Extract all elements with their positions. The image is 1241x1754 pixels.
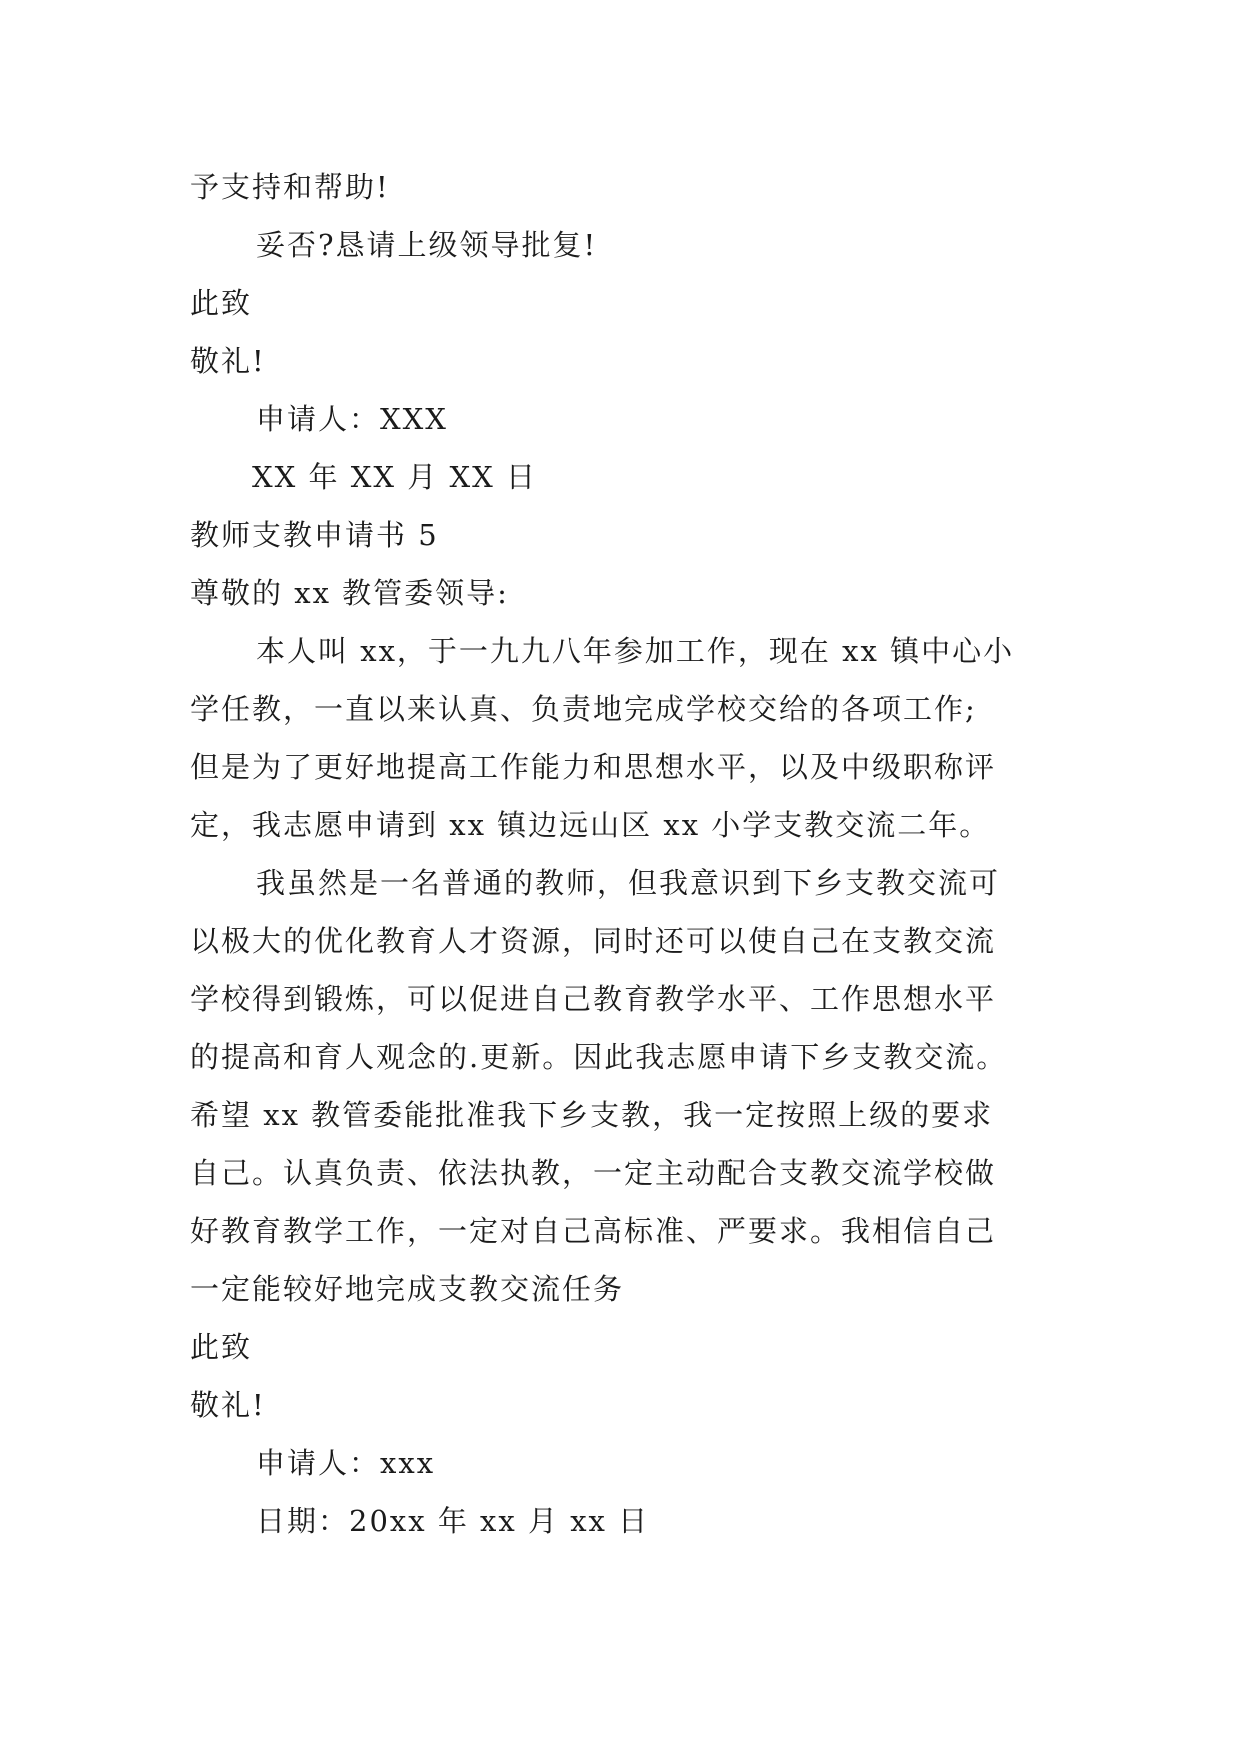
paragraph-line: 一定能较好地完成支教交流任务 bbox=[190, 1272, 625, 1306]
date-line: XX 年 XX 月 XX 日 bbox=[252, 460, 537, 494]
text-line: 妥否?恳请上级领导批复! bbox=[256, 228, 598, 262]
paragraph-line: 以极大的优化教育人才资源，同时还可以使自己在支教交流 bbox=[190, 924, 997, 958]
paragraph-line: 学校得到锻炼，可以促进自己教育教学水平、工作思想水平 bbox=[190, 982, 997, 1016]
applicant-signature: 申请人：xxx bbox=[256, 1446, 436, 1480]
greeting: 尊敬的 xx 教管委领导: bbox=[190, 576, 509, 610]
applicant-signature: 申请人：XXX bbox=[256, 402, 448, 436]
page-text bbox=[190, 158, 1070, 1550]
paragraph-line: 自己。认真负责、依法执教，一定主动配合支教交流学校做 bbox=[190, 1156, 997, 1190]
paragraph-line: 好教育教学工作，一定对自己高标准、严要求。我相信自己 bbox=[190, 1214, 997, 1248]
section-title: 教师支教申请书 5 bbox=[190, 518, 439, 552]
closing-salutation: 此致 bbox=[190, 286, 253, 320]
closing-salutation: 此致 bbox=[190, 1330, 253, 1364]
closing-regards: 敬礼! bbox=[190, 1388, 266, 1422]
date-line: 日期：20xx 年 xx 月 xx 日 bbox=[256, 1504, 650, 1538]
closing-regards: 敬礼! bbox=[190, 344, 266, 378]
paragraph-line: 学任教，一直以来认真、负责地完成学校交给的各项工作; bbox=[190, 692, 977, 726]
paragraph-line: 本人叫 xx，于一九九八年参加工作，现在 xx 镇中心小 bbox=[256, 634, 1015, 668]
paragraph-line: 我虽然是一名普通的教师，但我意识到下乡支教交流可 bbox=[256, 866, 1001, 900]
paragraph-line: 定，我志愿申请到 xx 镇边远山区 xx 小学支教交流二年。 bbox=[190, 808, 991, 842]
text-line: 予支持和帮助! bbox=[190, 170, 390, 204]
paragraph-line: 但是为了更好地提高工作能力和思想水平，以及中级职称评 bbox=[190, 750, 997, 784]
paragraph-line: 的提高和育人观念的.更新。因此我志愿申请下乡支教交流。 bbox=[190, 1040, 1008, 1074]
paragraph-line: 希望 xx 教管委能批准我下乡支教，我一定按照上级的要求 bbox=[190, 1098, 994, 1132]
